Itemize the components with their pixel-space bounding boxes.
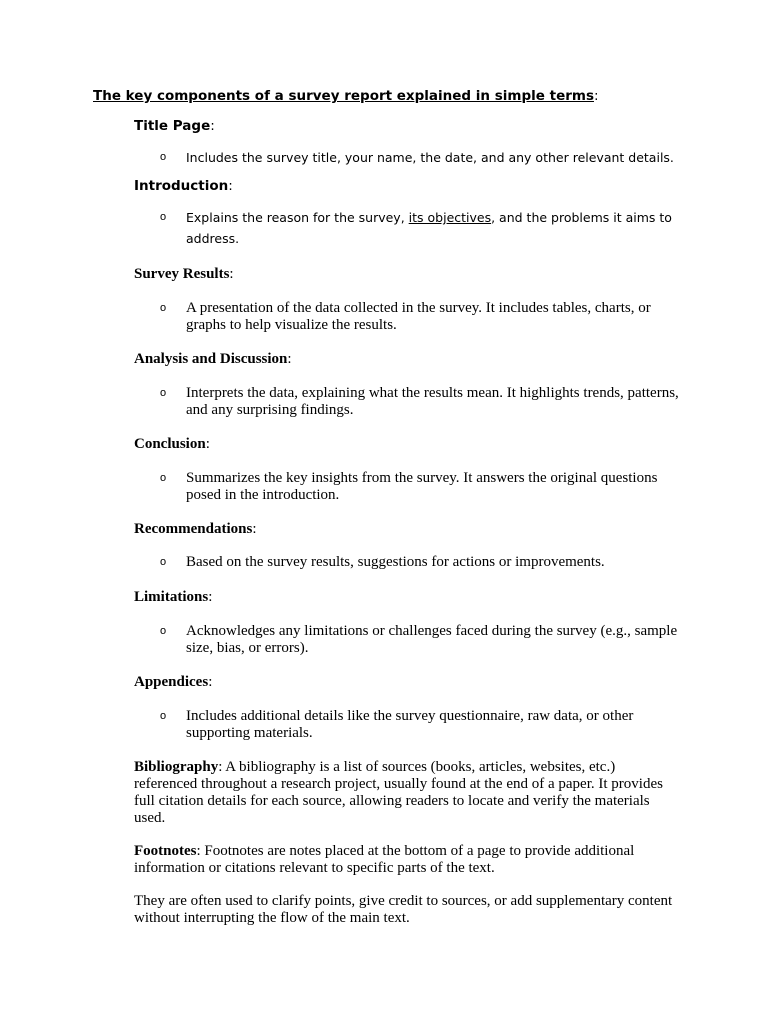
- bullet-marker: o: [160, 472, 167, 484]
- heading-introduction: [134, 178, 233, 195]
- heading-colon: :: [208, 589, 213, 605]
- heading-title-page-text: Title Page: [134, 118, 211, 134]
- bullet-title-page-text: Includes the survey title, your name, the date, and any other relevant details.: [186, 150, 674, 165]
- bullet-marker: o: [160, 211, 167, 223]
- heading-recommendations: [134, 521, 257, 538]
- bullet-appendices-text: Includes additional details like the survey questionnaire, raw data, or other supporting materials.: [186, 708, 634, 741]
- heading-title-page: [134, 118, 215, 135]
- heading-colon: :: [228, 178, 233, 194]
- document-title: [93, 88, 599, 105]
- heading-recommendations-text: Recommendations: [134, 521, 253, 537]
- bullet-limitations-text: Acknowledges any limitations or challenges faced during the survey (e.g., sample size, bias, or errors).: [186, 623, 678, 656]
- document-title-text: The key components of a survey report explained in simple terms: [93, 88, 594, 104]
- heading-limitations-text: Limitations: [134, 589, 209, 605]
- heading-appendices-text: Appendices: [134, 674, 209, 690]
- heading-conclusion-text: Conclusion: [134, 436, 206, 452]
- heading-analysis-discussion-text: Analysis and Discussion: [134, 351, 288, 367]
- heading-colon: :: [252, 521, 257, 537]
- bullet-survey-results-text: A presentation of the data collected in the survey. It includes tables, charts, or graphs to help visualize the results.: [186, 300, 651, 333]
- heading-colon: :: [208, 674, 213, 690]
- heading-analysis-discussion: [134, 351, 292, 368]
- bullet-marker: o: [160, 556, 167, 568]
- heading-colon: :: [229, 266, 234, 282]
- heading-survey-results: [134, 266, 234, 283]
- heading-survey-results-text: Survey Results: [134, 266, 230, 282]
- bullet-marker: o: [160, 710, 167, 722]
- introduction-text-pre: Explains the reason for the survey,: [186, 210, 409, 225]
- bullet-conclusion-text: Summarizes the key insights from the survey. It answers the original questions posed in the introduction.: [186, 470, 658, 503]
- bullet-introduction-text: [186, 207, 680, 249]
- bullet-analysis-discussion-text: Interprets the data, explaining what the results mean. It highlights trends, patterns, and any surprising findings.: [186, 385, 679, 418]
- title-colon: :: [593, 88, 599, 104]
- closing-paragraph: They are often used to clarify points, give credit to sources, or add supplementary content without interrupting the flow of the main text.: [134, 893, 673, 926]
- bullet-marker: o: [160, 387, 167, 399]
- bibliography-term: Bibliography: [134, 759, 219, 775]
- bullet-marker: o: [160, 151, 167, 163]
- bullet-marker: o: [160, 302, 167, 314]
- heading-colon: :: [287, 351, 292, 367]
- footnotes-paragraph: [134, 843, 679, 877]
- bullet-recommendations-text: Based on the survey results, suggestions for actions or improvements.: [186, 554, 605, 570]
- heading-introduction-text: Introduction: [134, 178, 229, 194]
- heading-colon: :: [210, 118, 215, 134]
- footnotes-term: Footnotes: [134, 843, 197, 859]
- heading-colon: :: [205, 436, 210, 452]
- bibliography-paragraph: [134, 759, 679, 827]
- footnotes-text: : Footnotes are notes placed at the bottom of a page to provide additional information or citations relevant to specific parts of the text.: [134, 843, 635, 876]
- bibliography-text: : A bibliography is a list of sources (books, articles, websites, etc.) referenced throughout a research project, usually found at the end of a paper. It provides full citation details for each source, allowing readers to locate and verify the materials used.: [134, 759, 663, 826]
- heading-appendices: [134, 674, 212, 691]
- heading-conclusion: [134, 436, 210, 453]
- introduction-text-post: , and the problems it aims to address.: [186, 210, 672, 246]
- bullet-marker: o: [160, 625, 167, 637]
- introduction-objectives-link[interactable]: its objectives: [408, 210, 492, 225]
- heading-limitations: [134, 589, 212, 606]
